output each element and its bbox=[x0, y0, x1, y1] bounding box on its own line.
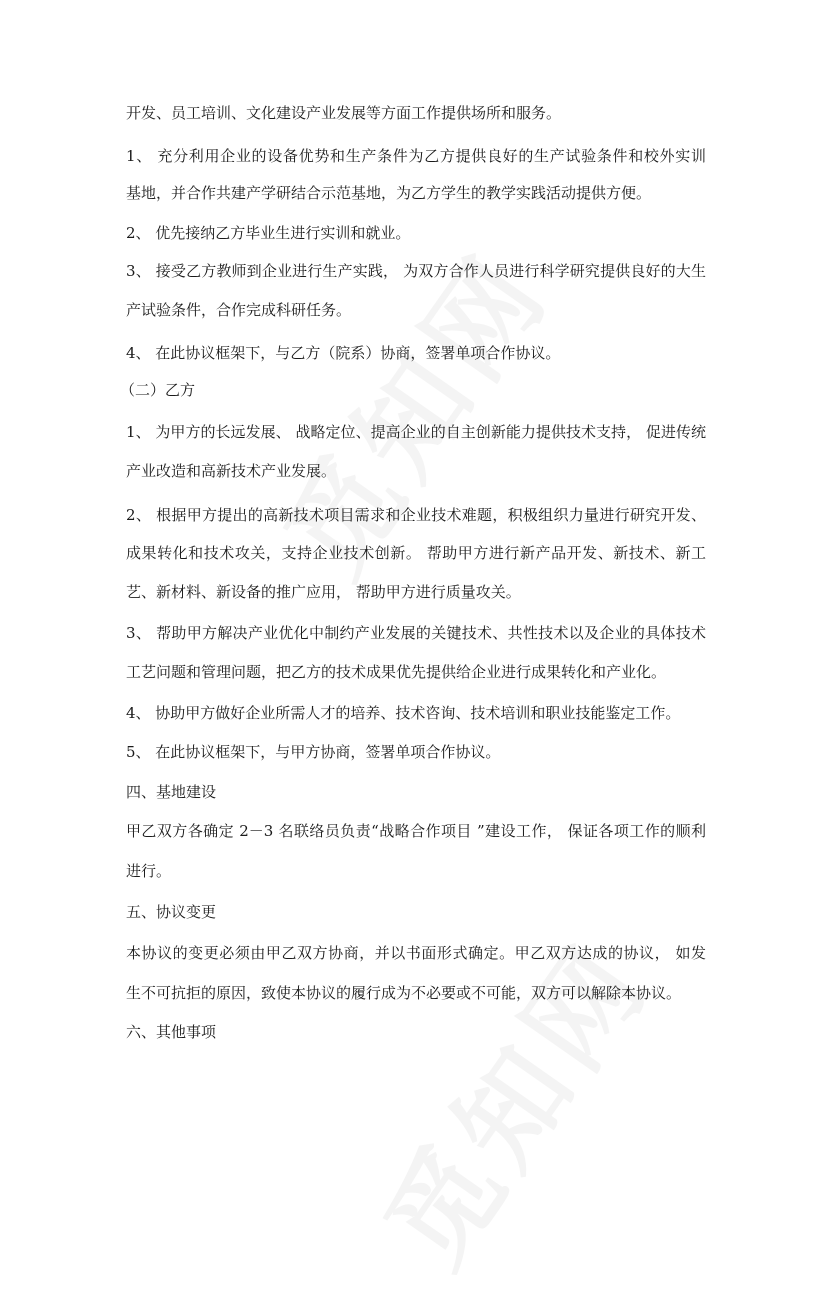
text-line: 1、 为甲方的长远发展、 战略定位、提高企业的自主创新能力提供技术支持， 促进传统 bbox=[126, 423, 706, 441]
text-line: 生不可抗拒的原因，致使本协议的履行成为不必要或不可能，双方可以解除本协议。 bbox=[126, 984, 682, 1002]
watermark bbox=[342, 906, 678, 1292]
text-line: 基地，并合作共建产学研结合示范基地，为乙方学生的教学实践活动提供方便。 bbox=[126, 184, 652, 202]
text-line: 2、 优先接纳乙方毕业生进行实训和就业。 bbox=[126, 224, 411, 242]
text-line: 四、基地建设 bbox=[126, 783, 217, 801]
text-line: 五、协议变更 bbox=[126, 903, 217, 921]
text-line: 甲乙双方各确定 2－3 名联络员负责“战略合作项目 ”建设工作， 保证各项工作的顺利 bbox=[126, 822, 706, 840]
text-line: 开发、员工培训、文化建设产业发展等方面工作提供场所和服务。 bbox=[126, 104, 562, 122]
text-line: 1、 充分利用企业的设备优势和生产条件为乙方提供良好的生产试验条件和校外实训 bbox=[126, 147, 706, 165]
text-line: 2、 根据甲方提出的高新技术项目需求和企业技术难题，积极组织力量进行研究开发、 bbox=[126, 506, 706, 524]
text-line: 工艺问题和管理问题，把乙方的技术成果优先提供给企业进行成果转化和产业化。 bbox=[126, 663, 667, 681]
text-line: （二）乙方 bbox=[120, 381, 196, 399]
text-line: 3、 接受乙方教师到企业进行生产实践， 为双方合作人员进行科学研究提供良好的大生 bbox=[126, 262, 706, 280]
text-line: 4、 在此协议框架下，与乙方（院系）协商，签署单项合作协议。 bbox=[126, 344, 561, 362]
text-line: 本协议的变更必须由甲乙双方协商，并以书面形式确定。甲乙双方达成的协议， 如发 bbox=[126, 944, 706, 962]
text-line: 3、 帮助甲方解决产业优化中制约产业发展的关键技术、共性技术以及企业的具体技术 bbox=[126, 624, 706, 642]
text-line: 产试验条件，合作完成科研任务。 bbox=[126, 301, 352, 319]
text-line: 六、其他事项 bbox=[126, 1023, 217, 1041]
text-line: 5、 在此协议框架下，与甲方协商，签署单项合作协议。 bbox=[126, 743, 501, 761]
text-line: 艺、新材料、新设备的推广应用， 帮助甲方进行质量攻关。 bbox=[126, 583, 521, 601]
text-line: 产业改造和高新技术产业发展。 bbox=[126, 462, 337, 480]
text-line: 成果转化和技术攻关，支持企业技术创新。 帮助甲方进行新产品开发、新技术、新工 bbox=[126, 544, 706, 562]
text-line: 4、 协助甲方做好企业所需人才的培养、技术咨询、技术培训和职业技能鉴定工作。 bbox=[126, 704, 681, 722]
text-line: 进行。 bbox=[126, 862, 172, 880]
